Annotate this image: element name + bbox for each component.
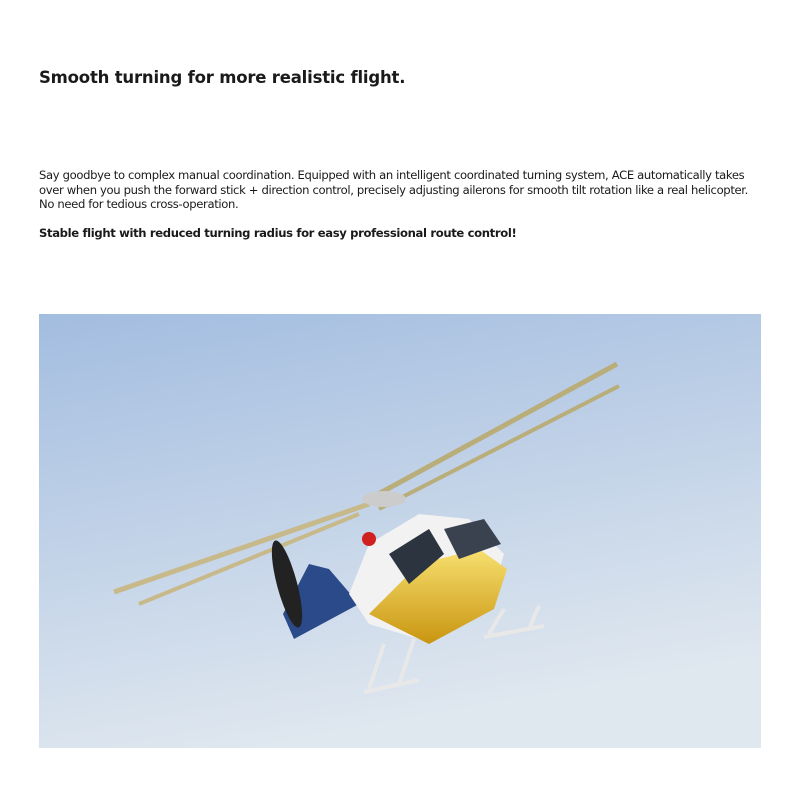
section-heading: Smooth turning for more realistic flight. — [39, 68, 406, 87]
helicopter-photo — [39, 314, 761, 748]
highlight-text: Stable flight with reduced turning radius for easy professional route control! — [39, 226, 517, 240]
description-text: Say goodbye to complex manual coordination. Equipped with an intelligent coordinated turning system, ACE automatically takes over when you push the forward stick + direction control, precisely adjusting ailerons for smooth tilt rotation like a real helicopter. No need for tedious cross-operation. — [39, 168, 748, 212]
